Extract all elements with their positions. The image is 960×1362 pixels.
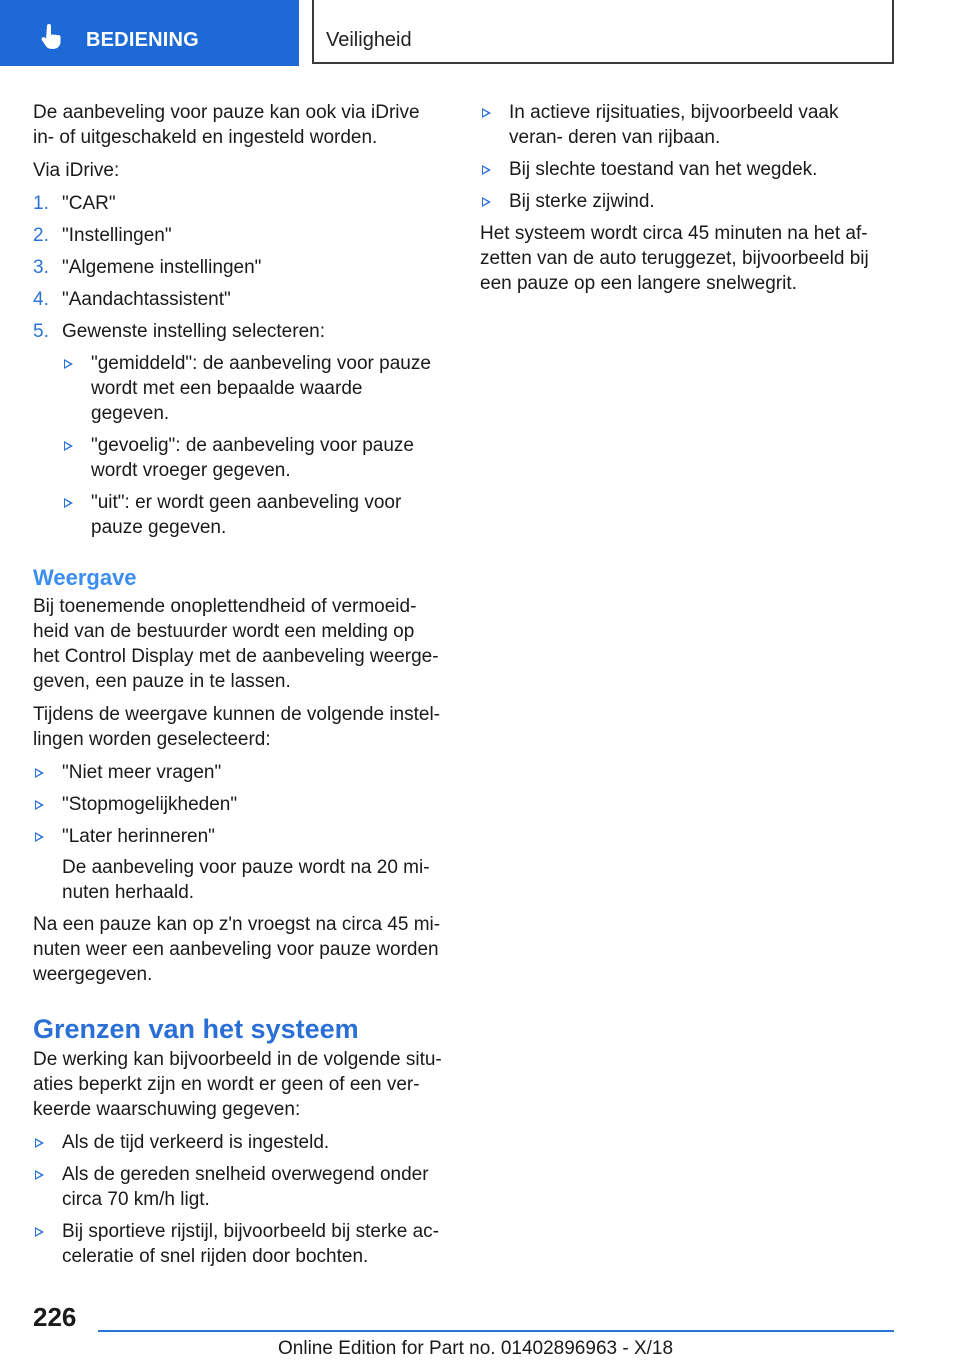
triangle-bullet-icon	[35, 768, 44, 778]
triangle-bullet-icon	[482, 197, 491, 207]
list-item	[480, 100, 892, 150]
triangle-bullet-icon	[482, 165, 491, 175]
step-number: 2.	[33, 225, 49, 246]
item-text: Bij sterke zijwind.	[509, 191, 655, 212]
option-text: "gevoelig": de aanbeveling voor pauze wordt vroeger gegeven.	[91, 435, 414, 481]
step-text: "Aandachtassistent"	[62, 289, 231, 310]
grenzen-paragraph: De werking kan bijvoorbeeld in de volgende situ- aties beperkt zijn en wordt er geen of een ver- keerde waarschuwing gegeven:	[33, 1049, 442, 1120]
list-item	[62, 490, 445, 540]
item-text: In actieve rijsituaties, bijvoorbeeld vaak veran- deren van rijbaan.	[509, 102, 839, 148]
weergave-heading: Weergave	[33, 565, 137, 590]
option-text: "Niet meer vragen"	[62, 762, 222, 783]
grenzen-list-continued	[480, 100, 892, 214]
list-item	[33, 191, 445, 216]
triangle-bullet-icon	[64, 359, 73, 369]
section-box	[312, 0, 894, 64]
list-item	[33, 1162, 445, 1212]
option-text: "Later herinneren"	[62, 826, 215, 847]
via-idrive-label: Via iDrive:	[33, 160, 120, 181]
item-text: Als de gereden snelheid overwegend onder circa 70 km/h ligt.	[62, 1164, 429, 1210]
weergave-paragraph-2: Tijdens de weergave kunnen de volgende instel- lingen worden geselecteerd:	[33, 704, 441, 750]
triangle-bullet-icon	[35, 1170, 44, 1180]
list-item	[33, 760, 445, 785]
list-item	[33, 1130, 445, 1155]
idrive-steps	[33, 191, 445, 540]
triangle-bullet-icon	[35, 1227, 44, 1237]
step-text: "Instellingen"	[62, 225, 172, 246]
list-item	[33, 792, 445, 817]
option-text: "gemiddeld": de aanbeveling voor pauze wordt met een bepaalde waarde gegeven.	[91, 353, 431, 424]
list-item	[33, 824, 445, 905]
item-text: Als de tijd verkeerd is ingesteld.	[62, 1132, 330, 1153]
list-item	[62, 433, 445, 483]
option-text: "uit": er wordt geen aanbeveling voor pauze gegeven.	[91, 492, 402, 538]
triangle-bullet-icon	[64, 498, 73, 508]
item-text: Bij slechte toestand van het wegdek.	[509, 159, 818, 180]
option-text: "Stopmogelijkheden"	[62, 794, 238, 815]
list-item	[33, 255, 445, 280]
list-item	[33, 1219, 445, 1269]
step-text: "Algemene instellingen"	[62, 257, 262, 278]
step-number: 3.	[33, 257, 49, 278]
item-text: Bij sportieve rijstijl, bijvoorbeeld bij sterke ac- celeratie of snel rijden door bochten.	[62, 1221, 439, 1267]
weergave-paragraph-3: Na een pauze kan op z'n vroegst na circa 45 mi- nuten weer een aanbeveling voor pauze worden weergegeven.	[33, 914, 441, 985]
list-item	[62, 351, 445, 426]
chapter-label: BEDIENING	[86, 29, 199, 51]
list-item	[33, 223, 445, 248]
grenzen-list	[33, 1130, 445, 1269]
later-note: De aanbeveling voor pauze wordt na 20 mi- nuten herhaald.	[62, 857, 430, 903]
section-label: Veiligheid	[326, 29, 412, 51]
weergave-paragraph-1: Bij toenemende onoplettendheid of vermoeid- heid van de bestuurder wordt een melding op het Control Display met de aanbeveling weerge- geven, een pauze in te lassen.	[33, 596, 439, 692]
grenzen-heading: Grenzen van het systeem	[33, 1014, 359, 1044]
triangle-bullet-icon	[64, 441, 73, 451]
step-text: "CAR"	[62, 193, 116, 214]
reset-paragraph: Het systeem wordt circa 45 minuten na het af- zetten van de auto teruggezet, bijvoorbeeld bij een pauze op een langere snelwegrit.	[480, 223, 869, 294]
list-item	[480, 189, 892, 214]
list-item	[33, 287, 445, 312]
page-header	[0, 0, 960, 66]
step-number: 1.	[33, 193, 49, 214]
page-number: 226	[33, 1302, 77, 1332]
footer-edition: Online Edition for Part no. 01402896963 - X/18	[278, 1338, 674, 1359]
triangle-bullet-icon	[482, 108, 491, 118]
step-number: 4.	[33, 289, 49, 310]
list-item	[33, 319, 445, 540]
triangle-bullet-icon	[35, 800, 44, 810]
step-text: Gewenste instelling selecteren:	[62, 321, 325, 342]
triangle-bullet-icon	[35, 1138, 44, 1148]
step5-options	[62, 351, 445, 540]
right-column	[480, 100, 892, 304]
triangle-bullet-icon	[35, 832, 44, 842]
footer-divider	[98, 1330, 894, 1332]
left-column	[33, 100, 445, 1276]
step-number: 5.	[33, 321, 49, 342]
chapter-tab[interactable]	[0, 0, 299, 66]
weergave-options	[33, 760, 445, 905]
intro-paragraph: De aanbeveling voor pauze kan ook via iDrive in- of uitgeschakeld en ingesteld worden.	[33, 102, 420, 148]
list-item	[480, 157, 892, 182]
hand-pointer-icon	[40, 24, 66, 50]
